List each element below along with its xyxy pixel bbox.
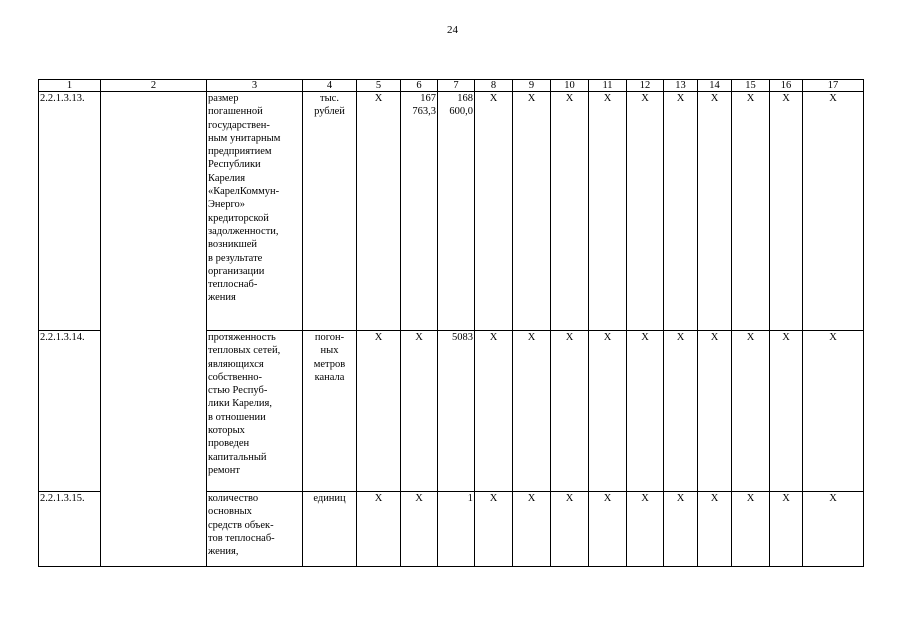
column-header: 9 [513, 80, 551, 92]
column-header: 8 [475, 80, 513, 92]
column-header: 4 [303, 80, 357, 92]
unit-cell: тыс. рублей [303, 92, 357, 331]
value-cell: Х [627, 92, 664, 331]
value-cell: Х [770, 492, 803, 567]
value-cell: Х [698, 492, 732, 567]
value-cell: Х [732, 331, 770, 492]
value-cell: 1 [438, 492, 475, 567]
indicator-name: размер погашенной государствен- ным унитарным предприятием Республики Карелия «КарелКоммун- Энерго» кредиторской задолженности, возникшей в результате организации теплоснаб- жения [207, 92, 303, 331]
page-number: 24 [447, 24, 458, 36]
value-cell: Х [770, 92, 803, 331]
value-cell: Х [357, 492, 401, 567]
column-header: 15 [732, 80, 770, 92]
value-cell: Х [475, 492, 513, 567]
row-code: 2.2.1.3.13. [39, 92, 101, 331]
value-cell: Х [401, 492, 438, 567]
indicator-name: протяженность тепловых сетей, являющихся собственно- стью Респуб- лики Карелия, в отношении которых проведен капитальный ремонт [207, 331, 303, 492]
value-cell: 168 600,0 [438, 92, 475, 331]
value-cell: Х [803, 92, 864, 331]
value-cell: Х [803, 331, 864, 492]
column-header: 7 [438, 80, 475, 92]
column-header: 2 [101, 80, 207, 92]
value-cell: Х [589, 492, 627, 567]
value-cell: Х [627, 492, 664, 567]
value-cell: Х [475, 92, 513, 331]
value-cell: Х [357, 92, 401, 331]
value-cell: Х [589, 92, 627, 331]
value-cell: 5083 [438, 331, 475, 492]
column-header: 14 [698, 80, 732, 92]
table-row [39, 92, 864, 331]
value-cell: Х [401, 331, 438, 492]
value-cell: Х [732, 92, 770, 331]
merged-empty-cell [101, 92, 207, 567]
unit-cell: погон- ных метров канала [303, 331, 357, 492]
value-cell: Х [803, 492, 864, 567]
column-header: 11 [589, 80, 627, 92]
value-cell: Х [357, 331, 401, 492]
value-cell: Х [513, 331, 551, 492]
value-cell: Х [732, 492, 770, 567]
value-cell: Х [698, 92, 732, 331]
indicator-name: количество основных средств объек- тов теплоснаб- жения, [207, 492, 303, 567]
column-header: 16 [770, 80, 803, 92]
value-cell: Х [551, 92, 589, 331]
column-header: 6 [401, 80, 438, 92]
value-cell: 167 763,3 [401, 92, 438, 331]
column-header: 1 [39, 80, 101, 92]
column-header: 10 [551, 80, 589, 92]
column-header: 12 [627, 80, 664, 92]
value-cell: Х [551, 331, 589, 492]
column-header: 17 [803, 80, 864, 92]
value-cell: Х [664, 331, 698, 492]
value-cell: Х [551, 492, 589, 567]
value-cell: Х [627, 331, 664, 492]
column-header: 3 [207, 80, 303, 92]
row-code: 2.2.1.3.14. [39, 331, 101, 492]
column-header: 13 [664, 80, 698, 92]
value-cell: Х [664, 92, 698, 331]
table-header-row [39, 80, 864, 92]
value-cell: Х [664, 492, 698, 567]
indicators-table [38, 79, 864, 567]
unit-cell: единиц [303, 492, 357, 567]
value-cell: Х [698, 331, 732, 492]
column-header: 5 [357, 80, 401, 92]
row-code: 2.2.1.3.15. [39, 492, 101, 567]
value-cell: Х [589, 331, 627, 492]
value-cell: Х [770, 331, 803, 492]
value-cell: Х [513, 492, 551, 567]
value-cell: Х [513, 92, 551, 331]
value-cell: Х [475, 331, 513, 492]
